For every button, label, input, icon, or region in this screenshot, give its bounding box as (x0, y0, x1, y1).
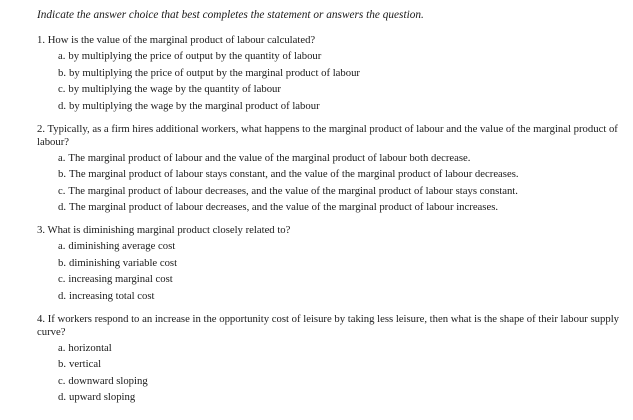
option-text: horizontal (68, 341, 112, 354)
answer-options (37, 50, 623, 113)
answer-option (58, 83, 623, 96)
option-text: The marginal product of labour stays constant, and the value of the marginal product of labour decreases. (69, 168, 519, 180)
question-2 (37, 123, 623, 215)
option-letter: a. (58, 341, 66, 354)
option-letter: d. (58, 99, 67, 112)
option-letter: d. (58, 201, 67, 213)
answer-option (58, 185, 623, 198)
question-stem: 4. If workers respond to an increase in the opportunity cost of leisure by taking less leisure, then what is the shape of their labour supply curve? (37, 312, 620, 338)
option-letter: c. (58, 184, 66, 197)
answer-option (58, 67, 623, 80)
answer-option (58, 100, 623, 113)
option-text: diminishing average cost (68, 240, 176, 252)
option-text: downward sloping (68, 374, 148, 387)
answer-option (58, 201, 623, 214)
answer-options (37, 342, 623, 405)
question-stem: 2. Typically, as a firm hires additional workers, what happens to the marginal product of labour and the value of the marginal product of labour? (37, 122, 618, 148)
answer-option (58, 391, 623, 404)
option-letter: d. (58, 391, 67, 403)
option-text: diminishing variable cost (69, 256, 178, 269)
answer-option (58, 273, 623, 286)
option-letter: a. (58, 50, 66, 62)
option-letter: b. (58, 168, 67, 180)
answer-option (58, 152, 623, 165)
answer-option (58, 240, 623, 253)
option-letter: c. (58, 273, 66, 285)
answer-option (58, 168, 623, 181)
option-letter: b. (58, 66, 67, 79)
option-text: upward sloping (69, 391, 136, 403)
answer-options (37, 240, 623, 303)
option-text: increasing total cost (69, 289, 155, 302)
option-text: vertical (69, 358, 102, 370)
option-letter: a. (58, 151, 66, 164)
option-letter: b. (58, 358, 67, 370)
option-text: The marginal product of labour decreases, and the value of the marginal product of labour stays constant. (68, 184, 518, 197)
answer-option (58, 257, 623, 270)
question-3 (37, 224, 623, 303)
answer-option (58, 375, 623, 388)
option-text: by multiplying the wage by the marginal product of labour (69, 99, 320, 112)
option-text: by multiplying the price of output by the quantity of labour (68, 50, 322, 62)
option-letter: c. (58, 374, 66, 387)
question-stem: 1. How is the value of the marginal product of labour calculated? (37, 34, 316, 46)
option-text: The marginal product of labour decreases, and the value of the marginal product of labour increases. (69, 201, 499, 213)
option-letter: a. (58, 240, 66, 252)
option-text: The marginal product of labour and the value of the marginal product of labour both decrease. (68, 151, 471, 164)
option-letter: c. (58, 83, 66, 95)
option-text: by multiplying the price of output by the marginal product of labour (69, 66, 360, 79)
instruction-text: Indicate the answer choice that best completes the statement or answers the question. (37, 9, 424, 21)
answer-options (37, 152, 623, 215)
answer-option (58, 342, 623, 355)
question-stem: 3. What is diminishing marginal product closely related to? (37, 224, 291, 236)
question-1 (37, 34, 623, 113)
option-text: increasing marginal cost (68, 273, 173, 285)
answer-option (58, 290, 623, 303)
option-letter: d. (58, 289, 67, 302)
option-text: by multiplying the wage by the quantity of labour (68, 83, 281, 95)
answer-option (58, 358, 623, 371)
question-4 (37, 313, 623, 405)
answer-option (58, 50, 623, 63)
option-letter: b. (58, 256, 67, 269)
